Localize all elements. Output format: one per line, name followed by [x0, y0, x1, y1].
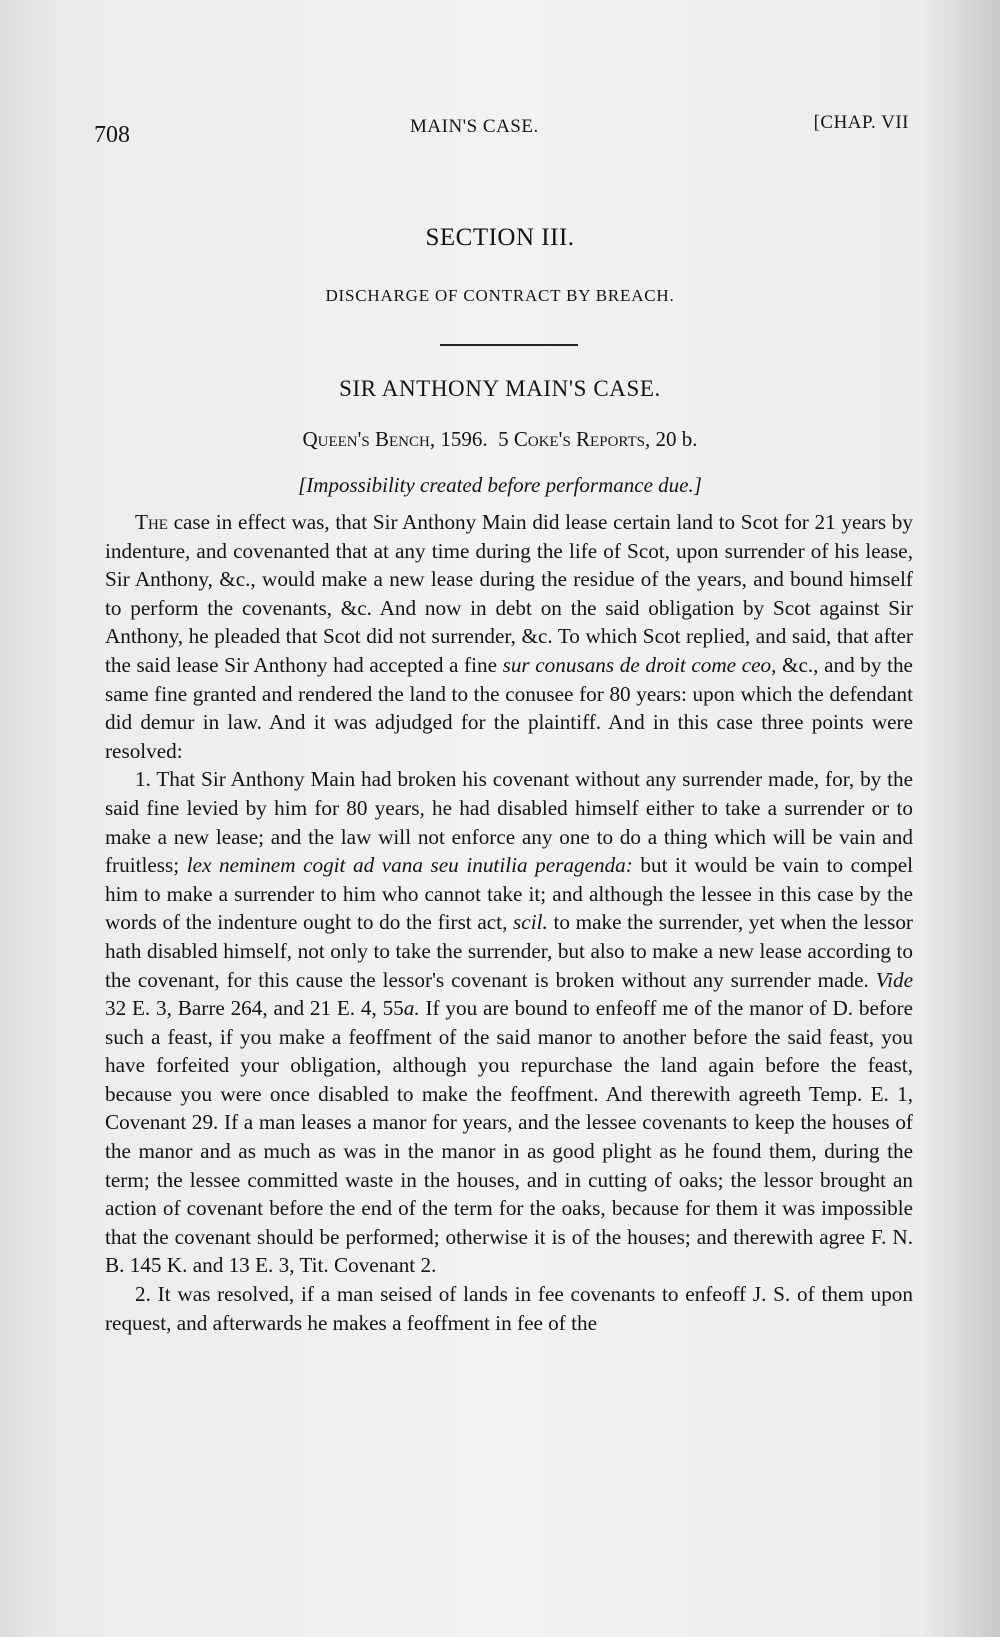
- paragraph-2-italic-d: a.: [403, 996, 420, 1021]
- running-head: [94, 112, 909, 152]
- report-name: 5 Coke's Reports: [498, 427, 646, 451]
- court-name: Queen's Bench: [302, 427, 430, 451]
- case-year: , 1596.: [429, 427, 488, 451]
- paragraph-1-text-a: case in effect was, that Sir Anthony Main did lease certain land to Scot for 21 years by indenture, and covenanted that at any time during the life of Scot, upon surrender of his lease, Sir Anthony, &c., would make a new lease during the residue of the years, and bound himself to perform the covenants, &c. And now in debt on the said obligation by Scot against Sir Anthony, he pleaded that Scot did not surrender, &c. To which Scot replied, and said, that after the said lease Sir Anthony had accepted a fine: [105, 510, 913, 677]
- paragraph-2-italic-a: lex neminem cogit ad vana seu inutilia peragenda:: [186, 853, 633, 878]
- paragraph-3: [105, 1280, 913, 1337]
- divider-rule: [440, 344, 578, 346]
- case-title: SIR ANTHONY MAIN'S CASE.: [339, 376, 661, 401]
- running-title: MAIN'S CASE.: [410, 116, 539, 137]
- section-subheading: DISCHARGE OF CONTRACT BY BREACH.: [325, 286, 675, 305]
- report-page: , 20 b.: [645, 427, 698, 451]
- page-number: 708: [94, 122, 130, 148]
- section-heading: SECTION III.: [425, 224, 575, 251]
- paragraph-1-text-b: , &c., and by the same fine granted and rendered the land to the conusee for 80 years: upon which the defendant did demur in law. And it was adjudged for the plaintiff. And in this case three points were resolved:: [105, 652, 913, 763]
- paragraph-2-italic-b: scil.: [513, 910, 548, 935]
- paragraph-2-text-d: 32 E. 3, Barre 264, and 21 E. 4, 55: [105, 996, 404, 1021]
- court-citation: [0, 427, 1000, 452]
- paragraph-2-text-e: If you are bound to enfeoff me of the manor of D. before such a feast, if you make a feoffment of the said manor to another before the said feast, you have forfeited your obligation, although you repurchase the land again before the feast, because you were once disabled to make the feoffment. And therewith agreeth Temp. E. 1, Covenant 29. If a man leases a manor for years, and the lessee covenants to keep the houses of the manor and as much as was in the manor in as good plight as he found them, during the term; the lessee committed waste in the houses, and in cutting of oaks; the lessor brought an action of covenant before the end of the term for the oaks, because for them it was impossible that the covenant should be performed; otherwise it is of the houses; and therewith agree F. N. B. 145 K. and 13 E. 3, Tit. Covenant 2.: [105, 996, 913, 1278]
- lead-word: The: [135, 510, 168, 534]
- headnote-text: [Impossibility created before performance due.]: [298, 473, 702, 497]
- paragraph-2-text-c: to make the surrender, yet when the lessor hath disabled himself, not only to take the surrender, but also to make a new lease according to the covenant, for this cause the lessor's covenant is broken without any surrender made.: [105, 910, 913, 992]
- paragraph-3-text-a: 2. It was resolved, if a man seised of lands in fee covenants to enfeoff J. S. of them upon request, and afterwards he makes a feoffment in fee of the: [105, 1282, 913, 1335]
- case-body: [105, 508, 913, 1337]
- headnote: [0, 473, 1000, 498]
- paragraph-2-text-b: but it would be vain to compel him to make a surrender to him who cannot take it; and although the lessee in this case by the words of the indenture ought to do the first act,: [105, 853, 914, 935]
- paragraph-1-italic-a: sur conusans de droit come ceo: [502, 652, 772, 677]
- chapter-label: [CHAP. VII: [813, 112, 909, 133]
- paragraph-2-italic-c: Vide: [875, 967, 913, 992]
- paragraph-2: [105, 765, 913, 1280]
- paragraph-2-text-a: 1. That Sir Anthony Main had broken his covenant without any surrender made, for, by the said fine levied by him for 80 years, he had disabled himself either to take a surrender or to make a new lease; and the law will not enforce any one to do a thing which will be vain and fruitless;: [105, 767, 913, 878]
- paragraph-1: [105, 508, 913, 765]
